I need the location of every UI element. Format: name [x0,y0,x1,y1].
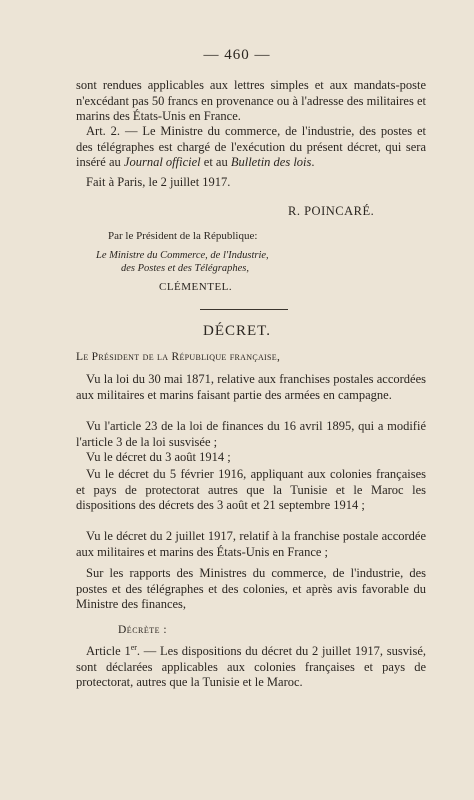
vu-paragraph: Vu la loi du 30 mai 1871, relative aux franchises postales accordées aux militaires et marins faisant partie des armées en campagne. [76,372,426,402]
paragraph-continuation: sont rendues applicables aux lettres simples et aux mandats-poste n'excédant pas 50 francs en provenance ou à l'adresse des militaires et marins des États-Unis en France. [76,78,426,124]
article-1-superscript: er [130,642,137,652]
minister-name: CLÉMENTEL. [159,281,233,293]
president-signature: R. POINCARÉ. [288,204,375,218]
article-1-text: . — Les dispositions du décret du 2 juillet 1917, susvisé, sont déclarées applicables aux colonies françaises et pays de protectorat, autres que la Tunisie et le Maroc. [76,644,426,690]
article-1-paragraph [76,644,426,691]
par-le-president: Par le Président de la République: [108,230,258,242]
sur-les-rapports-paragraph: Sur les rapports des Ministres du commerce, de l'industrie, des postes et des télégraphes et des colonies, et après avis favorable du Ministre des finances, [76,566,426,612]
article-2-text: Art. 2. — Le Ministre du commerce, de l'industrie, des postes et des télégraphes est chargé de l'exécution du présent décret, qui sera inséré au [76,124,426,170]
president-line: Le Président de la République française, [76,351,281,363]
vu-paragraph: Vu le décret du 3 août 1914 ; [86,450,231,464]
page-number: — 460 — [203,47,271,63]
article-2-connector: et au [200,155,231,170]
article-2-end: . [311,155,315,170]
article-1-label: Article 1 [86,644,131,658]
date-line: Fait à Paris, le 2 juillet 1917. [86,175,231,189]
vu-paragraph: Vu le décret du 5 février 1916, appliquant aux colonies françaises et pays de protectorat autres que la Tunisie et le Maroc les dispositions des décrets des 3 août et 21 septembre 1914 ; [76,467,426,513]
vu-paragraph: Vu le décret du 2 juillet 1917, relatif à la franchise postale accordée aux militaires et marins des États-Unis en France ; [76,529,426,559]
section-divider [200,309,288,310]
decrete-heading: Décrète : [118,624,168,636]
article-2-paragraph [76,124,426,171]
decree-title: DÉCRET. [203,323,271,339]
minister-title-line-1: Le Ministre du Commerce, de l'Industrie, [96,250,269,261]
minister-title-line-2: des Postes et des Télégraphes, [121,263,250,274]
minister-title [96,249,316,275]
journal-officiel-title: Journal officiel [123,155,201,170]
vu-paragraph: Vu l'article 23 de la loi de finances du 16 avril 1895, qui a modifié l'article 3 de la loi susvisée ; [76,419,426,449]
bulletin-des-lois-title: Bulletin des lois [230,155,312,170]
